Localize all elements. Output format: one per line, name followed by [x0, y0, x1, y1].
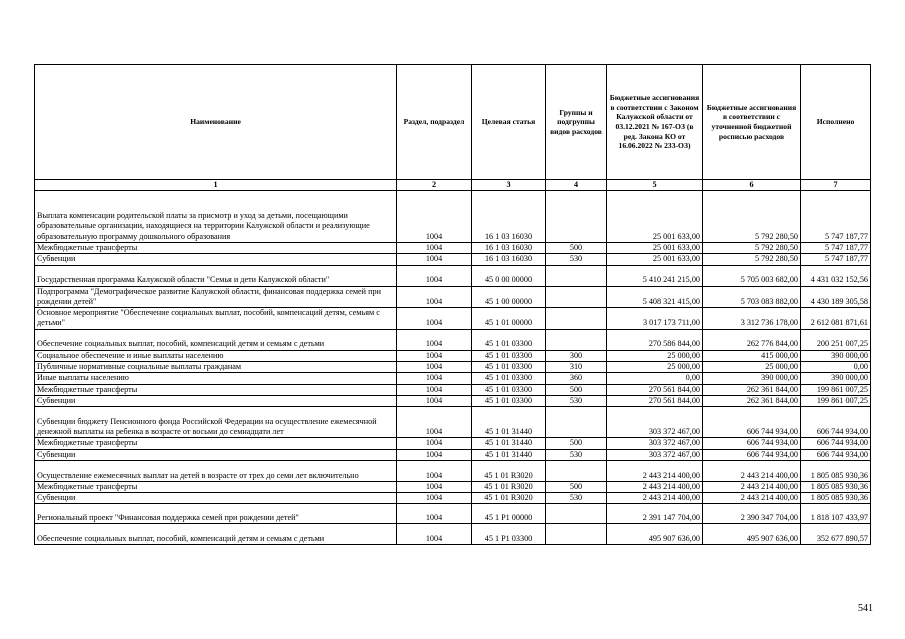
row-group: 530 — [546, 254, 607, 265]
header-target: Целевая статья — [472, 65, 546, 180]
row-section: 1004 — [397, 243, 472, 254]
row-target: 45 1 01 31440 — [472, 438, 546, 449]
table-row — [35, 460, 871, 481]
row-law-amount: 5 408 321 415,00 — [607, 286, 703, 308]
row-group: 530 — [546, 449, 607, 460]
row-group: 360 — [546, 373, 607, 384]
row-section: 1004 — [397, 191, 472, 243]
table-row — [35, 407, 871, 438]
row-list-amount: 390 000,00 — [703, 373, 801, 384]
row-name: Региональный проект "Финансовая поддержка семей при рождении детей" — [35, 504, 397, 524]
table-row — [35, 350, 871, 361]
row-law-amount: 270 586 844,00 — [607, 329, 703, 350]
table-row — [35, 308, 871, 330]
row-section: 1004 — [397, 254, 472, 265]
row-executed-amount: 5 747 187,77 — [801, 254, 871, 265]
row-name: Межбюджетные трансферты — [35, 243, 397, 254]
table-row — [35, 481, 871, 492]
row-target: 45 1 01 03300 — [472, 395, 546, 406]
row-group — [546, 504, 607, 524]
row-section: 1004 — [397, 438, 472, 449]
row-name: Иные выплаты населению — [35, 373, 397, 384]
row-list-amount: 2 443 214 400,00 — [703, 481, 801, 492]
table-row — [35, 438, 871, 449]
row-section: 1004 — [397, 350, 472, 361]
row-section: 1004 — [397, 362, 472, 373]
row-law-amount: 270 561 844,00 — [607, 384, 703, 395]
table-header-row — [35, 65, 871, 180]
table-row — [35, 265, 871, 286]
row-name: Государственная программа Калужской области "Семья и дети Калужской области" — [35, 265, 397, 286]
row-executed-amount: 199 861 007,25 — [801, 395, 871, 406]
row-law-amount: 5 410 241 215,00 — [607, 265, 703, 286]
row-target: 45 1 01 R3020 — [472, 493, 546, 504]
row-law-amount: 25 001 633,00 — [607, 254, 703, 265]
row-target: 16 1 03 16030 — [472, 254, 546, 265]
row-law-amount: 2 443 214 400,00 — [607, 481, 703, 492]
row-name: Субвенции бюджету Пенсионного фонда Российской Федерации на осуществление ежемесячной денежной выплаты на ребенка в возрасте от восьми до семнадцати лет — [35, 407, 397, 438]
row-law-amount: 25 001 633,00 — [607, 191, 703, 243]
row-target: 45 1 01 31440 — [472, 407, 546, 438]
row-law-amount: 0,00 — [607, 373, 703, 384]
row-executed-amount: 352 677 890,57 — [801, 524, 871, 545]
table-row — [35, 449, 871, 460]
column-number: 5 — [607, 180, 703, 191]
row-name: Субвенции — [35, 449, 397, 460]
row-list-amount: 25 000,00 — [703, 362, 801, 373]
row-target: 45 1 01 00000 — [472, 308, 546, 330]
row-executed-amount: 390 000,00 — [801, 350, 871, 361]
row-target: 45 1 01 R3020 — [472, 481, 546, 492]
row-list-amount: 3 312 736 178,00 — [703, 308, 801, 330]
row-target: 45 1 01 R3020 — [472, 460, 546, 481]
row-executed-amount: 606 744 934,00 — [801, 407, 871, 438]
row-section: 1004 — [397, 265, 472, 286]
row-section: 1004 — [397, 493, 472, 504]
row-name: Субвенции — [35, 254, 397, 265]
table-row — [35, 254, 871, 265]
table-row — [35, 362, 871, 373]
row-name: Межбюджетные трансферты — [35, 438, 397, 449]
row-target: 45 1 01 03300 — [472, 362, 546, 373]
row-law-amount: 303 372 467,00 — [607, 449, 703, 460]
column-number: 4 — [546, 180, 607, 191]
row-section: 1004 — [397, 384, 472, 395]
row-target: 45 1 00 00000 — [472, 286, 546, 308]
column-number: 3 — [472, 180, 546, 191]
column-number: 7 — [801, 180, 871, 191]
column-number: 6 — [703, 180, 801, 191]
page-number: 541 — [858, 603, 873, 614]
table-row — [35, 384, 871, 395]
row-law-amount: 303 372 467,00 — [607, 438, 703, 449]
row-target: 45 1 P1 00000 — [472, 504, 546, 524]
row-section: 1004 — [397, 460, 472, 481]
column-number-row — [35, 180, 871, 191]
row-law-amount: 303 372 467,00 — [607, 407, 703, 438]
row-list-amount: 5 792 280,50 — [703, 243, 801, 254]
row-law-amount: 2 443 214 400,00 — [607, 460, 703, 481]
row-executed-amount: 199 861 007,25 — [801, 384, 871, 395]
row-list-amount: 606 744 934,00 — [703, 407, 801, 438]
row-executed-amount: 5 747 187,77 — [801, 243, 871, 254]
row-name: Межбюджетные трансферты — [35, 384, 397, 395]
row-name: Выплата компенсации родительской платы за присмотр и уход за детьми, посещающими образовательные организации, находящиеся на территории Калужской области и реализующие образовательную программу дошкольного образования — [35, 191, 397, 243]
header-section: Раздел, подраздел — [397, 65, 472, 180]
row-group — [546, 286, 607, 308]
row-name: Субвенции — [35, 493, 397, 504]
row-section: 1004 — [397, 504, 472, 524]
row-law-amount: 2 443 214 400,00 — [607, 493, 703, 504]
row-group: 530 — [546, 493, 607, 504]
row-list-amount: 606 744 934,00 — [703, 449, 801, 460]
row-law-amount: 25 000,00 — [607, 362, 703, 373]
column-number: 2 — [397, 180, 472, 191]
row-executed-amount: 2 612 081 871,61 — [801, 308, 871, 330]
row-executed-amount: 4 430 189 305,58 — [801, 286, 871, 308]
row-section: 1004 — [397, 407, 472, 438]
row-name: Основное мероприятие "Обеспечение социальных выплат, пособий, компенсаций детям, семьям с детьми" — [35, 308, 397, 330]
header-groups: Группы и подгруппы видов расходов — [546, 65, 607, 180]
row-target: 45 1 01 03300 — [472, 329, 546, 350]
row-executed-amount: 390 000,00 — [801, 373, 871, 384]
row-group — [546, 524, 607, 545]
row-group — [546, 460, 607, 481]
row-law-amount: 270 561 844,00 — [607, 395, 703, 406]
row-group — [546, 265, 607, 286]
row-target: 45 1 P1 03300 — [472, 524, 546, 545]
row-name: Обеспечение социальных выплат, пособий, компенсаций детям и семьям с детьми — [35, 524, 397, 545]
row-law-amount: 2 391 147 704,00 — [607, 504, 703, 524]
row-target: 45 1 01 31440 — [472, 449, 546, 460]
row-list-amount: 606 744 934,00 — [703, 438, 801, 449]
row-target: 16 1 03 16030 — [472, 191, 546, 243]
header-name: Наименование — [35, 65, 397, 180]
row-group: 500 — [546, 481, 607, 492]
row-group: 530 — [546, 395, 607, 406]
row-executed-amount: 1 805 085 930,36 — [801, 481, 871, 492]
row-executed-amount: 200 251 007,25 — [801, 329, 871, 350]
row-list-amount: 5 703 083 882,00 — [703, 286, 801, 308]
row-law-amount: 495 907 636,00 — [607, 524, 703, 545]
table-row — [35, 524, 871, 545]
table-row — [35, 243, 871, 254]
row-section: 1004 — [397, 308, 472, 330]
table-row — [35, 395, 871, 406]
row-section: 1004 — [397, 286, 472, 308]
row-section: 1004 — [397, 395, 472, 406]
row-group: 500 — [546, 438, 607, 449]
row-executed-amount: 0,00 — [801, 362, 871, 373]
row-name: Обеспечение социальных выплат, пособий, компенсаций детям и семьям с детьми — [35, 329, 397, 350]
row-group: 500 — [546, 384, 607, 395]
row-executed-amount: 4 431 032 152,56 — [801, 265, 871, 286]
row-group: 300 — [546, 350, 607, 361]
row-law-amount: 25 000,00 — [607, 350, 703, 361]
row-law-amount: 25 001 633,00 — [607, 243, 703, 254]
row-name: Публичные нормативные социальные выплаты гражданам — [35, 362, 397, 373]
row-section: 1004 — [397, 329, 472, 350]
row-executed-amount: 1 805 085 930,36 — [801, 493, 871, 504]
row-target: 45 1 01 03300 — [472, 373, 546, 384]
table-body — [35, 191, 871, 545]
header-law-assignments: Бюджетные ассигнования в соответствии с Законом Калужской области от 03.12.2021 № 167-ОЗ (в ред. Закона КО от 16.06.2022 № 233-ОЗ) — [607, 65, 703, 180]
row-executed-amount: 1 818 107 433,97 — [801, 504, 871, 524]
row-group — [546, 191, 607, 243]
row-group: 310 — [546, 362, 607, 373]
row-name: Субвенции — [35, 395, 397, 406]
row-target: 45 1 01 03300 — [472, 384, 546, 395]
row-list-amount: 262 776 844,00 — [703, 329, 801, 350]
row-list-amount: 5 792 280,50 — [703, 254, 801, 265]
row-executed-amount: 606 744 934,00 — [801, 438, 871, 449]
header-executed: Исполнено — [801, 65, 871, 180]
row-list-amount: 2 443 214 400,00 — [703, 493, 801, 504]
table-row — [35, 286, 871, 308]
table-row — [35, 493, 871, 504]
row-list-amount: 5 705 003 682,00 — [703, 265, 801, 286]
row-group — [546, 407, 607, 438]
row-target: 16 1 03 16030 — [472, 243, 546, 254]
row-section: 1004 — [397, 524, 472, 545]
row-group — [546, 308, 607, 330]
row-target: 45 0 00 00000 — [472, 265, 546, 286]
row-group — [546, 329, 607, 350]
row-list-amount: 415 000,00 — [703, 350, 801, 361]
row-list-amount: 262 361 844,00 — [703, 384, 801, 395]
row-list-amount: 262 361 844,00 — [703, 395, 801, 406]
row-section: 1004 — [397, 373, 472, 384]
row-target: 45 1 01 03300 — [472, 350, 546, 361]
table-row — [35, 191, 871, 243]
column-number: 1 — [35, 180, 397, 191]
row-section: 1004 — [397, 481, 472, 492]
row-list-amount: 2 443 214 400,00 — [703, 460, 801, 481]
row-name: Осуществление ежемесячных выплат на детей в возрасте от трех до семи лет включительно — [35, 460, 397, 481]
header-list-assignments: Бюджетные ассигнования в соответствии с уточненной бюджетной росписью расходов — [703, 65, 801, 180]
table-row — [35, 504, 871, 524]
row-executed-amount: 5 747 187,77 — [801, 191, 871, 243]
row-section: 1004 — [397, 449, 472, 460]
table-row — [35, 373, 871, 384]
budget-table — [34, 64, 871, 545]
row-executed-amount: 1 805 085 930,36 — [801, 460, 871, 481]
row-name: Социальное обеспечение и иные выплаты населению — [35, 350, 397, 361]
row-list-amount: 495 907 636,00 — [703, 524, 801, 545]
row-name: Межбюджетные трансферты — [35, 481, 397, 492]
table-row — [35, 329, 871, 350]
row-executed-amount: 606 744 934,00 — [801, 449, 871, 460]
row-law-amount: 3 017 173 711,00 — [607, 308, 703, 330]
row-list-amount: 5 792 280,50 — [703, 191, 801, 243]
row-name: Подпрограмма "Демографическое развитие Калужской области, финансовая поддержка семей при рождении детей" — [35, 286, 397, 308]
row-group: 500 — [546, 243, 607, 254]
row-list-amount: 2 390 347 704,00 — [703, 504, 801, 524]
